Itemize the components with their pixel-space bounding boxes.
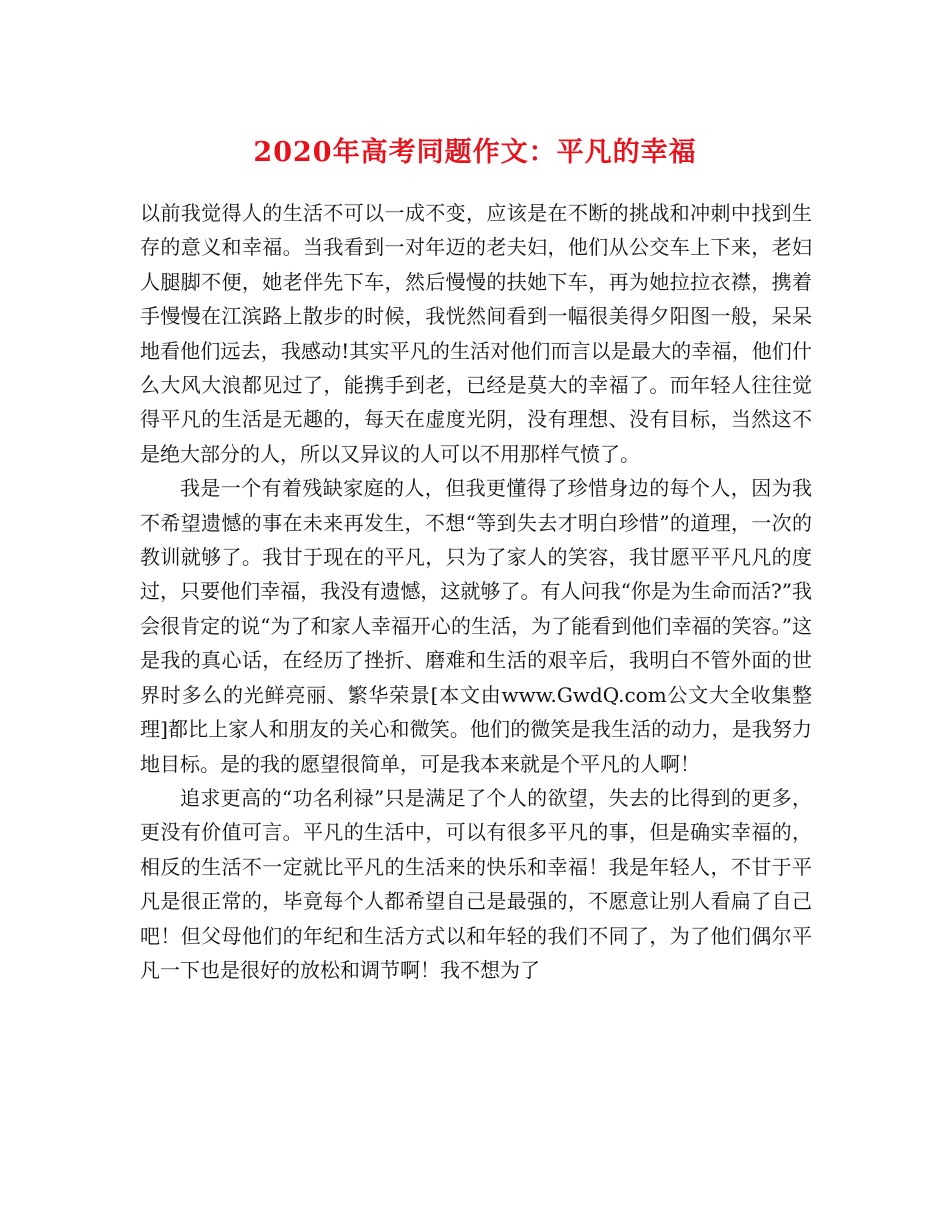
paragraph-3: 追求更高的“功名利禄”只是满足了个人的欲望，失去的比得到的更多，更没有价值可言。平凡的生活中，可以有很多平凡的事，但是确实幸福的，相反的生活不一定就比平凡的生活来的快乐和幸福！我是年轻人，不甘于平凡是很正常的，毕竟每个人都希望自己是最强的，不愿意让别人看扁了自己吧！但父母他们的年纪和生活方式以和年轻的我们不同了，为了他们偶尔平凡一下也是很好的放松和调节啊！我不想为了 <box>140 785 812 982</box>
document-body <box>140 196 812 987</box>
paragraph-2: 我是一个有着残缺家庭的人，但我更懂得了珍惜身边的每个人，因为我不希望遗憾的事在未来再发生，不想“等到失去才明白珍惜”的道理，一次的教训就够了。我甘于现在的平凡，只为了家人的笑容，我甘愿平平凡凡的度过，只要他们幸福，我没有遗憾，这就够了。有人问我“你是为生命而活?”我会很肯定的说“为了和家人幸福开心的生活，为了能看到他们幸福的笑容。”这是我的真心话，在经历了挫折、磨难和生活的艰辛后，我明白不管外面的世界时多么的光鲜亮丽、繁华荣景[本文由www.GwdQ.com公文大全收集整理]都比上家人和朋友的关心和微笑。他们的微笑是我生活的动力，是我努力地目标。是的我的愿望很简单，可是我本来就是个平凡的人啊！ <box>140 476 812 776</box>
paragraph-1: 以前我觉得人的生活不可以一成不变，应该是在不断的挑战和冲刺中找到生存的意义和幸福。当我看到一对年迈的老夫妇，他们从公交车上下来，老妇人腿脚不便，她老伴先下车，然后慢慢的扶她下车，再为她拉拉衣襟，携着手慢慢在江滨路上散步的时候，我恍然间看到一幅很美得夕阳图一般，呆呆地看他们远去，我感动!其实平凡的生活对他们而言以是最大的幸福，他们什么大风大浪都见过了，能携手到老，已经是莫大的幸福了。而年轻人往往觉得平凡的生活是无趣的，每天在虚度光阴，没有理想、没有目标，当然这不是绝大部分的人，所以又异议的人可以不用那样气愤了。 <box>140 201 812 466</box>
document-title: 2020年高考同题作文：平凡的幸福 <box>253 137 697 168</box>
